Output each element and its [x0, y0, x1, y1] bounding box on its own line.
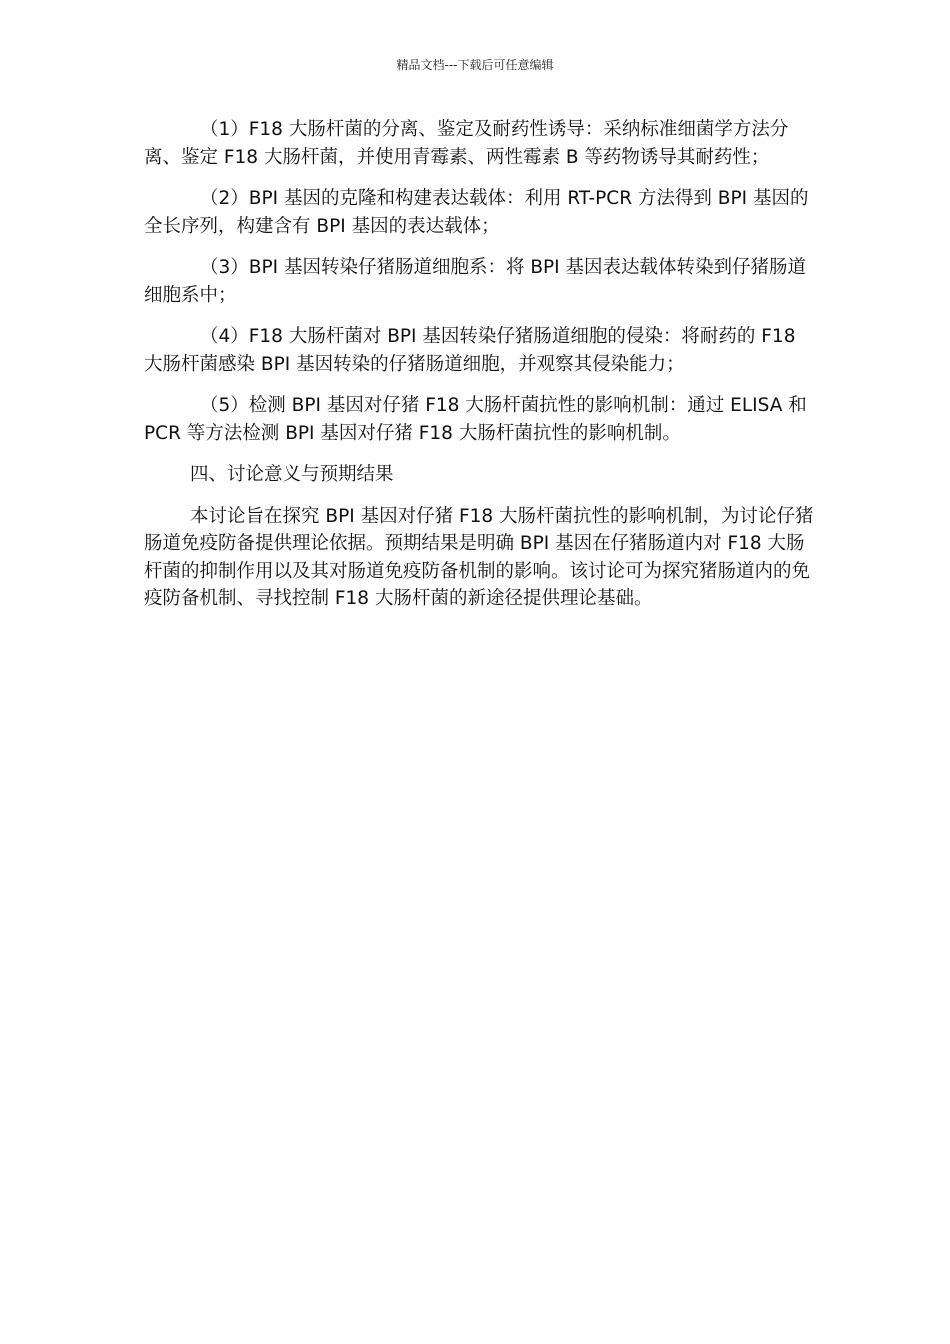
list-item-5: （5）检测 BPI 基因对仔猪 F18 大肠杆菌抗性的影响机制：通过 ELISA 和 PCR 等方法检测 BPI 基因对仔猪 F18 大肠杆菌抗性的影响机制。	[144, 395, 807, 444]
document-body	[144, 116, 816, 627]
list-item-4: （4）F18 大肠杆菌对 BPI 基因转染仔猪肠道细胞的侵染：将耐药的 F18 大肠杆菌感染 BPI 基因转染的仔猪肠道细胞，并观察其侵染能力；	[144, 326, 796, 375]
page-header: 精品文档---下载后可任意编辑	[396, 58, 554, 72]
section-heading: 四、讨论意义与预期结果	[190, 464, 394, 485]
list-item-3: （3）BPI 基因转染仔猪肠道细胞系：将 BPI 基因表达载体转染到仔猪肠道细胞系中；	[144, 257, 807, 306]
list-item-1: （1）F18 大肠杆菌的分离、鉴定及耐药性诱导：采纳标准细菌学方法分离、鉴定 F18 大肠杆菌，并使用青霉素、两性霉素 B 等药物诱导其耐药性；	[144, 119, 789, 168]
conclusion-paragraph: 本讨论旨在探究 BPI 基因对仔猪 F18 大肠杆菌抗性的影响机制，为讨论仔猪肠道免疫防备提供理论依据。预期结果是明确 BPI 基因在仔猪肠道内对 F18 大肠杆菌的抑制作用以及其对肠道免疫防备机制的影响。该讨论可为探究猪肠道内的免疫防备机制、寻找控制 F18 大肠杆菌的新途径提供理论基础。	[144, 505, 814, 609]
list-item-2: （2）BPI 基因的克隆和构建表达载体：利用 RT-PCR 方法得到 BPI 基因的全长序列，构建含有 BPI 基因的表达载体；	[144, 188, 809, 237]
